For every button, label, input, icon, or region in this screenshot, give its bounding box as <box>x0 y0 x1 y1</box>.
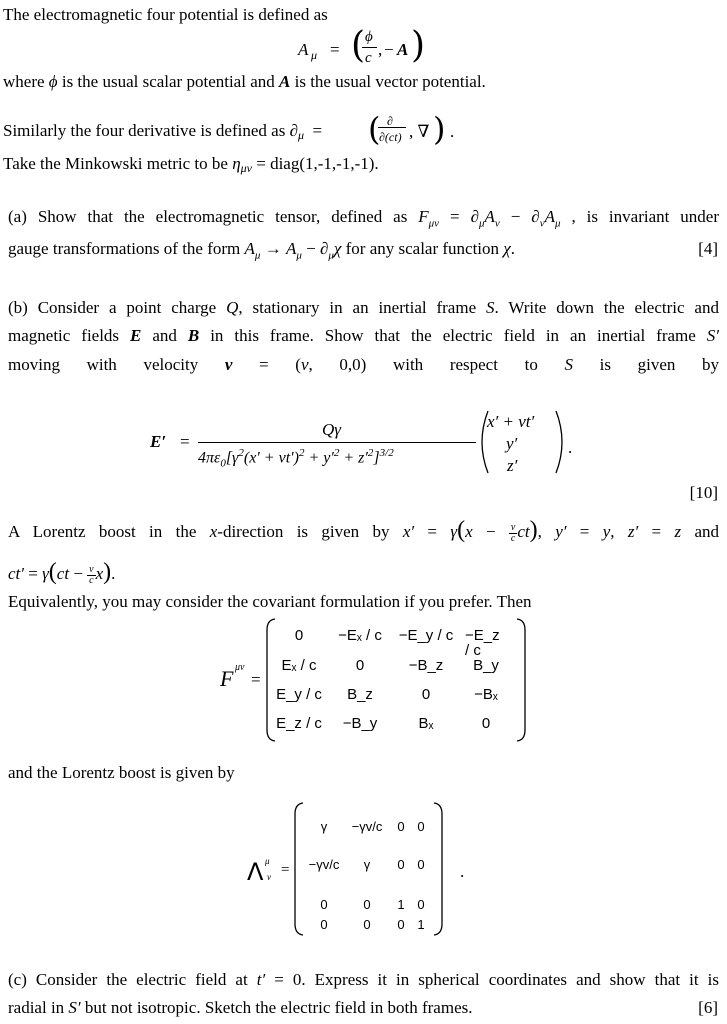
lorentz-cell-r2c3: 0 <box>397 857 405 872</box>
lorentz-cell-r1c4: 0 <box>417 819 425 834</box>
part-b-marks: [10] <box>689 483 718 502</box>
lorentz-cell-r4c3: 0 <box>397 917 405 932</box>
part-b-line-3: moving with velocity v = (v, 0,0) with respect to S is given by <box>8 355 720 374</box>
field-tensor-cell-r4c3: Bₓ <box>418 715 434 732</box>
lambda-left-bracket <box>294 802 304 936</box>
intro-line-4: Take the Minkowski metric to be ημν = diag(1,-1,-1,-1). <box>3 154 379 175</box>
e-prime-equation: E′ = Qγ $4\pi\varepsilon_0[\gamma^2(x' + vt')^2 + y'^2 + z'^2]^{3/2}$ x′ + vt′ y′ z′ . <box>150 412 573 475</box>
lorentz-cell-r4c2: 0 <box>363 917 371 932</box>
covariant-line: Equivalently, you may consider the covariant formulation if you prefer. Then <box>8 592 532 611</box>
intro-line-2: where ϕ is the usual scalar potential and A is the usual vector potential. <box>3 72 486 91</box>
part-a-line-1: (a) Show that the electromagnetic tensor, defined as $F_{\mu\nu} = \partial_\mu A_\nu - \partial_\nu A_\mu$ , is invariant under <box>8 207 720 230</box>
lorentz-boost-matrix: Λ μ ν = γ −γv/c 0 0 −γv/c γ 0 0 0 0 1 0 0 0 0 1 . <box>245 800 475 938</box>
lorentz-cell-r3c4: 0 <box>417 897 425 912</box>
intro-line-1: The electromagnetic four potential is defined as <box>3 5 328 24</box>
field-tensor-cell-r4c1: E_z / c <box>276 715 322 732</box>
four-derivative-paren: ( ∂ ∂(ct) , ∇ ) . <box>368 110 455 148</box>
part-b-line-2: magnetic fields E and B in this frame. Show that the electric field in an inertial frame S′ <box>8 326 719 345</box>
intro-line-3: Similarly the four derivative is defined as ∂μ = <box>3 121 327 142</box>
lorentz-cell-r2c2: γ <box>363 857 371 872</box>
matrix-left-bracket <box>266 618 276 742</box>
lorentz-cell-r1c1: γ <box>320 819 328 834</box>
lorentz-cell-r1c2: −γv/c <box>351 819 383 834</box>
lorentz-cell-r3c3: 1 <box>397 897 405 912</box>
field-tensor-cell-r1c2: −Eₓ / c <box>338 627 382 644</box>
matrix-right-bracket <box>516 618 526 742</box>
lorentz-cell-r4c4: 1 <box>417 917 425 932</box>
field-tensor-cell-r2c3: −B_z <box>408 657 444 674</box>
field-tensor-cell-r1c1: 0 <box>294 627 304 644</box>
lorentz-cell-r1c3: 0 <box>397 819 405 834</box>
field-tensor-cell-r1c4: −E_z / c <box>465 627 500 659</box>
part-c-line-1: (c) Consider the electric field at t′ = 0. Express it in spherical coordinates and show that it is <box>8 970 719 989</box>
part-c-marks: [6] <box>698 998 718 1017</box>
part-c-line-2: radial in S′ but not isotropic. Sketch the electric field in both frames. <box>8 998 473 1017</box>
field-tensor-cell-r4c4: 0 <box>481 715 491 732</box>
vector-right-paren <box>554 410 568 474</box>
field-tensor-cell-r2c4: B_y <box>473 657 499 674</box>
lorentz-cell-r3c2: 0 <box>363 897 371 912</box>
lorentz-cell-r2c4: 0 <box>417 857 425 872</box>
field-tensor-cell-r2c2: 0 <box>355 657 365 674</box>
boost-intro-line: and the Lorentz boost is given by <box>8 763 235 782</box>
field-tensor-cell-r3c1: E_y / c <box>276 686 322 703</box>
lorentz-cell-r3c1: 0 <box>320 897 328 912</box>
field-tensor-cell-r2c1: Eₓ / c <box>281 657 317 674</box>
field-tensor-cell-r3c2: B_z <box>347 686 373 703</box>
field-tensor-cell-r3c4: −Bₓ <box>474 686 498 703</box>
part-b-line-1: (b) Consider a point charge Q, stationary in an inertial frame S. Write down the electric and <box>8 298 719 317</box>
field-tensor-cell-r3c3: 0 <box>421 686 431 703</box>
field-tensor-cell-r1c3: −E_y / c <box>398 627 454 644</box>
part-a-line-2: gauge transformations of the form $A_\mu \to A_\mu - \partial_\mu\chi$ for any scalar function χ. <box>8 239 516 262</box>
lorentz-cell-r4c1: 0 <box>320 917 328 932</box>
lorentz-boost-line-1: A Lorentz boost in the x-direction is given by x′ = γ(x − $\frac{v}{c}$ ct), y′ = y, z′ = z and <box>8 517 719 544</box>
lambda-right-bracket <box>433 802 443 936</box>
lorentz-cell-r2c1: −γv/c <box>308 857 340 872</box>
lorentz-boost-line-2: ct′ = γ(ct − $\frac{v}{c}$ x). <box>8 559 116 586</box>
field-tensor-matrix: F μν = 0 −Eₓ / c −E_y / c −E_z / c Eₓ / c 0 −B_z B_y E_y / c B_z 0 −Bₓ E_z / c −B_y Bₓ 0 <box>218 618 528 742</box>
field-tensor-cell-r4c2: −B_y <box>342 715 378 732</box>
part-a-marks: [4] <box>698 239 718 258</box>
